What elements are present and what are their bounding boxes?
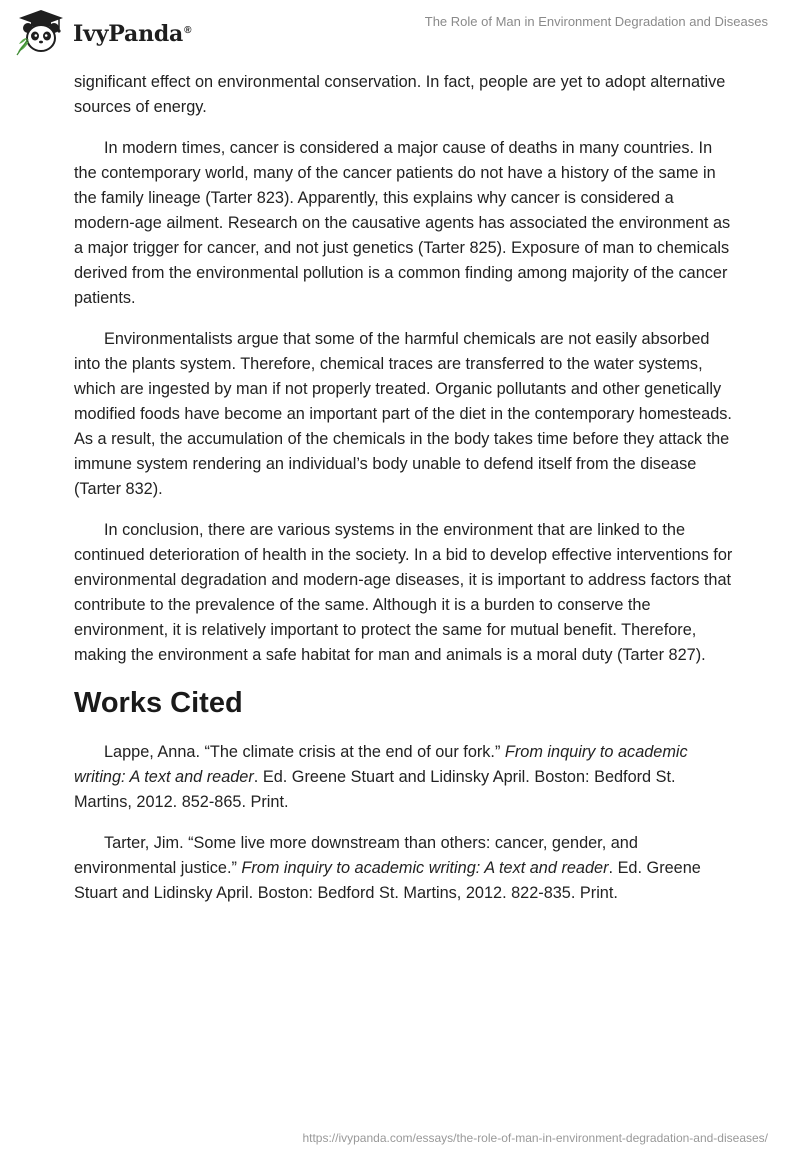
paragraph-cancer: In modern times, cancer is considered a major cause of deaths in many countries. In the contemporary world, many of the cancer patients do not have a history of the same in the family lineage (Tarter 823). Apparently, this explains why cancer is considered a modern-age ailment. Research on the causative agents has associated the environment as a major trigger for cancer, and not just genetics (Tarter 825). Exposure of man to chemicals derived from the environmental pollution is a common finding among majority of the cancer patients. [74, 139, 731, 307]
brand-name: IvyPanda® [73, 21, 192, 47]
page-header [0, 0, 800, 66]
essay-content [74, 70, 734, 922]
ivypanda-logo[interactable] [15, 8, 191, 58]
works-cited-heading: Works Cited [74, 687, 243, 719]
panda-graduate-icon [15, 8, 67, 58]
source-url[interactable]: https://ivypanda.com/essays/the-role-of-man-in-environment-degradation-and-diseases/ [302, 1131, 768, 1145]
citation-lappe: Lappe, Anna. “The climate crisis at the end of our fork.” From inquiry to academic writing: A text and reader. Ed. Greene Stuart and Lidinsky April. Boston: Bedford St. Martins, 2012. 852-865. Print. [74, 743, 688, 811]
paragraph-conclusion: In conclusion, there are various systems in the environment that are linked to the continued deterioration of health in the society. In a bid to develop effective interventions for environmental degradation and modern-age diseases, it is important to address factors that contribute to the prevalence of the same. Although it is a burden to conserve the environment, it is relatively important to protect the same for mutual benefit. Therefore, making the environment a safe habitat for man and animals is a moral duty (Tarter 827). [74, 521, 733, 664]
citation-tarter: Tarter, Jim. “Some live more downstream than others: cancer, gender, and environmental justice.” From inquiry to academic writing: A text and reader. Ed. Greene Stuart and Lidinsky April. Boston: Bedford St. Martins, 2012. 822-835. Print. [74, 834, 701, 902]
paragraph-chemicals: Environmentalists argue that some of the harmful chemicals are not easily absorbed into the plants system. Therefore, chemical traces are transferred to the water systems, which are ingested by man if not properly treated. Organic pollutants and other genetically modified foods have become an important part of the diet in the contemporary homesteads. As a result, the accumulation of the chemicals in the body takes time before they attack the immune system rendering an individual’s body unable to defend itself from the disease (Tarter 832). [74, 330, 732, 498]
paragraph-continued: significant effect on environmental conservation. In fact, people are yet to adopt alternative sources of energy. [74, 73, 726, 116]
document-title: The Role of Man in Environment Degradation and Diseases [424, 14, 768, 29]
